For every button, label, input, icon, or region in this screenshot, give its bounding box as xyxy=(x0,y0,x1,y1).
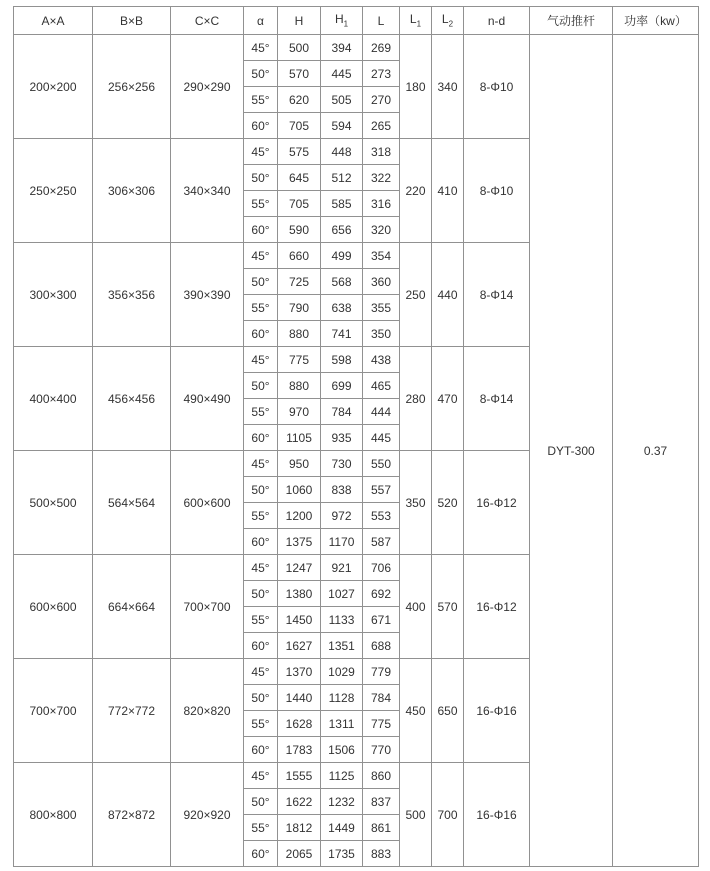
header-label: L xyxy=(409,12,417,27)
cell-l1: 250 xyxy=(400,243,432,347)
cell-l1: 400 xyxy=(400,555,432,659)
cell-h1: 512 xyxy=(321,165,363,191)
cell-h1: 1311 xyxy=(321,711,363,737)
cell-h: 1628 xyxy=(278,711,321,737)
cell-alpha: 45° xyxy=(244,243,278,269)
header-label: B×B xyxy=(119,13,143,28)
cell-alpha: 50° xyxy=(244,789,278,815)
cell-axa: 600×600 xyxy=(14,555,93,659)
cell-h: 880 xyxy=(278,373,321,399)
cell-h1: 730 xyxy=(321,451,363,477)
cell-h: 570 xyxy=(278,61,321,87)
cell-alpha: 55° xyxy=(244,87,278,113)
cell-nd: 16-Φ12 xyxy=(464,555,530,659)
cell-cxc: 290×290 xyxy=(171,35,244,139)
cell-h: 1627 xyxy=(278,633,321,659)
cell-l: 270 xyxy=(363,87,400,113)
header-label: A×A xyxy=(41,13,65,28)
cell-axa: 200×200 xyxy=(14,35,93,139)
cell-h1: 1351 xyxy=(321,633,363,659)
cell-alpha: 50° xyxy=(244,581,278,607)
cell-alpha: 55° xyxy=(244,607,278,633)
header-label: 气动推杆 xyxy=(546,14,595,28)
cell-h1: 1449 xyxy=(321,815,363,841)
cell-l2: 700 xyxy=(432,763,464,867)
cell-h: 1622 xyxy=(278,789,321,815)
cell-l2: 570 xyxy=(432,555,464,659)
header-actuator xyxy=(530,7,613,35)
cell-h1: 585 xyxy=(321,191,363,217)
cell-h: 2065 xyxy=(278,841,321,867)
cell-h: 1450 xyxy=(278,607,321,633)
cell-power: 0.37 xyxy=(613,35,699,867)
header-power xyxy=(613,7,699,35)
cell-cxc: 820×820 xyxy=(171,659,244,763)
header-l2 xyxy=(432,7,464,35)
cell-cxc: 920×920 xyxy=(171,763,244,867)
cell-h1: 1029 xyxy=(321,659,363,685)
cell-l1: 500 xyxy=(400,763,432,867)
header-label: n-d xyxy=(487,13,506,28)
cell-l1: 350 xyxy=(400,451,432,555)
cell-bxb: 564×564 xyxy=(93,451,171,555)
cell-h1: 448 xyxy=(321,139,363,165)
header-axa xyxy=(14,7,93,35)
cell-h: 1105 xyxy=(278,425,321,451)
header-cxc xyxy=(171,7,244,35)
cell-l: 354 xyxy=(363,243,400,269)
cell-h1: 598 xyxy=(321,347,363,373)
cell-l: 322 xyxy=(363,165,400,191)
cell-l: 273 xyxy=(363,61,400,87)
cell-alpha: 45° xyxy=(244,347,278,373)
cell-nd: 16-Φ16 xyxy=(464,659,530,763)
header-h xyxy=(278,7,321,35)
cell-l: 265 xyxy=(363,113,400,139)
cell-bxb: 872×872 xyxy=(93,763,171,867)
cell-h1: 505 xyxy=(321,87,363,113)
cell-alpha: 60° xyxy=(244,633,278,659)
cell-axa: 400×400 xyxy=(14,347,93,451)
cell-nd: 8-Φ10 xyxy=(464,139,530,243)
header-row xyxy=(14,7,699,35)
cell-h1: 972 xyxy=(321,503,363,529)
cell-bxb: 456×456 xyxy=(93,347,171,451)
cell-cxc: 700×700 xyxy=(171,555,244,659)
cell-alpha: 60° xyxy=(244,841,278,867)
cell-l: 445 xyxy=(363,425,400,451)
cell-h1: 499 xyxy=(321,243,363,269)
cell-l: 883 xyxy=(363,841,400,867)
cell-l1: 220 xyxy=(400,139,432,243)
cell-bxb: 772×772 xyxy=(93,659,171,763)
cell-alpha: 55° xyxy=(244,295,278,321)
cell-l: 269 xyxy=(363,35,400,61)
cell-h1: 784 xyxy=(321,399,363,425)
cell-l1: 450 xyxy=(400,659,432,763)
cell-alpha: 45° xyxy=(244,451,278,477)
cell-l2: 520 xyxy=(432,451,464,555)
header-subscript: 2 xyxy=(448,19,454,29)
cell-cxc: 340×340 xyxy=(171,139,244,243)
cell-h: 705 xyxy=(278,191,321,217)
cell-h: 1200 xyxy=(278,503,321,529)
cell-h: 500 xyxy=(278,35,321,61)
cell-l1: 280 xyxy=(400,347,432,451)
header-subscript: 1 xyxy=(343,19,349,29)
table-header xyxy=(14,7,699,35)
header-l1 xyxy=(400,7,432,35)
cell-alpha: 55° xyxy=(244,815,278,841)
cell-h1: 594 xyxy=(321,113,363,139)
cell-h: 1555 xyxy=(278,763,321,789)
table-body xyxy=(14,35,699,867)
header-label: H xyxy=(334,12,344,27)
cell-l2: 410 xyxy=(432,139,464,243)
cell-nd: 8-Φ10 xyxy=(464,35,530,139)
cell-h: 725 xyxy=(278,269,321,295)
cell-l: 775 xyxy=(363,711,400,737)
cell-nd: 8-Φ14 xyxy=(464,347,530,451)
cell-h: 620 xyxy=(278,87,321,113)
header-label: H xyxy=(294,13,304,28)
cell-l: 860 xyxy=(363,763,400,789)
cell-alpha: 60° xyxy=(244,529,278,555)
cell-alpha: 55° xyxy=(244,191,278,217)
cell-l: 557 xyxy=(363,477,400,503)
cell-h1: 1232 xyxy=(321,789,363,815)
cell-h1: 699 xyxy=(321,373,363,399)
cell-nd: 16-Φ16 xyxy=(464,763,530,867)
cell-cxc: 490×490 xyxy=(171,347,244,451)
header-nd xyxy=(464,7,530,35)
header-l xyxy=(363,7,400,35)
cell-h: 790 xyxy=(278,295,321,321)
cell-actuator: DYT-300 xyxy=(530,35,613,867)
cell-h: 1783 xyxy=(278,737,321,763)
cell-h: 1370 xyxy=(278,659,321,685)
header-label: 功率（kw） xyxy=(624,14,687,28)
cell-alpha: 50° xyxy=(244,269,278,295)
cell-l: 706 xyxy=(363,555,400,581)
cell-h: 1440 xyxy=(278,685,321,711)
header-alpha xyxy=(244,7,278,35)
cell-h1: 838 xyxy=(321,477,363,503)
cell-l: 553 xyxy=(363,503,400,529)
cell-cxc: 600×600 xyxy=(171,451,244,555)
cell-l2: 470 xyxy=(432,347,464,451)
cell-alpha: 45° xyxy=(244,139,278,165)
cell-axa: 700×700 xyxy=(14,659,93,763)
cell-h1: 1128 xyxy=(321,685,363,711)
cell-h: 660 xyxy=(278,243,321,269)
cell-nd: 16-Φ12 xyxy=(464,451,530,555)
cell-h1: 1506 xyxy=(321,737,363,763)
cell-h: 705 xyxy=(278,113,321,139)
cell-h: 775 xyxy=(278,347,321,373)
cell-bxb: 256×256 xyxy=(93,35,171,139)
header-h1 xyxy=(321,7,363,35)
cell-alpha: 55° xyxy=(244,503,278,529)
cell-h: 1060 xyxy=(278,477,321,503)
cell-l: 550 xyxy=(363,451,400,477)
cell-l2: 440 xyxy=(432,243,464,347)
cell-l: 465 xyxy=(363,373,400,399)
cell-cxc: 390×390 xyxy=(171,243,244,347)
cell-l1: 180 xyxy=(400,35,432,139)
cell-h: 880 xyxy=(278,321,321,347)
cell-h: 1375 xyxy=(278,529,321,555)
cell-h: 1247 xyxy=(278,555,321,581)
cell-h1: 921 xyxy=(321,555,363,581)
cell-h: 1380 xyxy=(278,581,321,607)
cell-l: 316 xyxy=(363,191,400,217)
cell-h: 1812 xyxy=(278,815,321,841)
cell-h1: 1133 xyxy=(321,607,363,633)
cell-axa: 500×500 xyxy=(14,451,93,555)
cell-alpha: 55° xyxy=(244,711,278,737)
cell-l: 688 xyxy=(363,633,400,659)
cell-h: 950 xyxy=(278,451,321,477)
header-bxb xyxy=(93,7,171,35)
cell-alpha: 50° xyxy=(244,373,278,399)
cell-alpha: 45° xyxy=(244,555,278,581)
cell-l: 784 xyxy=(363,685,400,711)
cell-alpha: 45° xyxy=(244,659,278,685)
cell-l: 692 xyxy=(363,581,400,607)
header-label: α xyxy=(257,13,264,28)
cell-h1: 568 xyxy=(321,269,363,295)
cell-l2: 340 xyxy=(432,35,464,139)
cell-alpha: 50° xyxy=(244,165,278,191)
cell-axa: 800×800 xyxy=(14,763,93,867)
cell-bxb: 664×664 xyxy=(93,555,171,659)
cell-l: 837 xyxy=(363,789,400,815)
cell-l: 355 xyxy=(363,295,400,321)
cell-l: 779 xyxy=(363,659,400,685)
cell-alpha: 60° xyxy=(244,217,278,243)
header-label: L xyxy=(441,12,449,27)
cell-h1: 1735 xyxy=(321,841,363,867)
cell-h: 590 xyxy=(278,217,321,243)
header-subscript: 1 xyxy=(416,19,422,29)
header-label: L xyxy=(377,13,385,28)
cell-h1: 741 xyxy=(321,321,363,347)
cell-h1: 445 xyxy=(321,61,363,87)
spec-table xyxy=(13,6,699,867)
cell-l: 444 xyxy=(363,399,400,425)
cell-h1: 1027 xyxy=(321,581,363,607)
cell-h1: 394 xyxy=(321,35,363,61)
cell-alpha: 55° xyxy=(244,399,278,425)
cell-bxb: 306×306 xyxy=(93,139,171,243)
cell-l2: 650 xyxy=(432,659,464,763)
cell-axa: 250×250 xyxy=(14,139,93,243)
cell-h1: 638 xyxy=(321,295,363,321)
cell-h1: 656 xyxy=(321,217,363,243)
cell-alpha: 60° xyxy=(244,321,278,347)
header-label: C×C xyxy=(194,13,220,28)
cell-h: 575 xyxy=(278,139,321,165)
cell-l: 770 xyxy=(363,737,400,763)
cell-h: 970 xyxy=(278,399,321,425)
cell-alpha: 50° xyxy=(244,477,278,503)
cell-alpha: 50° xyxy=(244,685,278,711)
cell-l: 587 xyxy=(363,529,400,555)
cell-h1: 935 xyxy=(321,425,363,451)
cell-l: 318 xyxy=(363,139,400,165)
cell-l: 438 xyxy=(363,347,400,373)
table-row xyxy=(14,35,699,61)
cell-h1: 1170 xyxy=(321,529,363,555)
cell-nd: 8-Φ14 xyxy=(464,243,530,347)
cell-alpha: 45° xyxy=(244,763,278,789)
cell-alpha: 50° xyxy=(244,61,278,87)
cell-alpha: 60° xyxy=(244,425,278,451)
cell-l: 861 xyxy=(363,815,400,841)
cell-h: 645 xyxy=(278,165,321,191)
cell-l: 320 xyxy=(363,217,400,243)
cell-h1: 1125 xyxy=(321,763,363,789)
cell-bxb: 356×356 xyxy=(93,243,171,347)
cell-axa: 300×300 xyxy=(14,243,93,347)
cell-alpha: 60° xyxy=(244,113,278,139)
cell-alpha: 60° xyxy=(244,737,278,763)
cell-l: 350 xyxy=(363,321,400,347)
cell-l: 360 xyxy=(363,269,400,295)
cell-alpha: 45° xyxy=(244,35,278,61)
cell-l: 671 xyxy=(363,607,400,633)
